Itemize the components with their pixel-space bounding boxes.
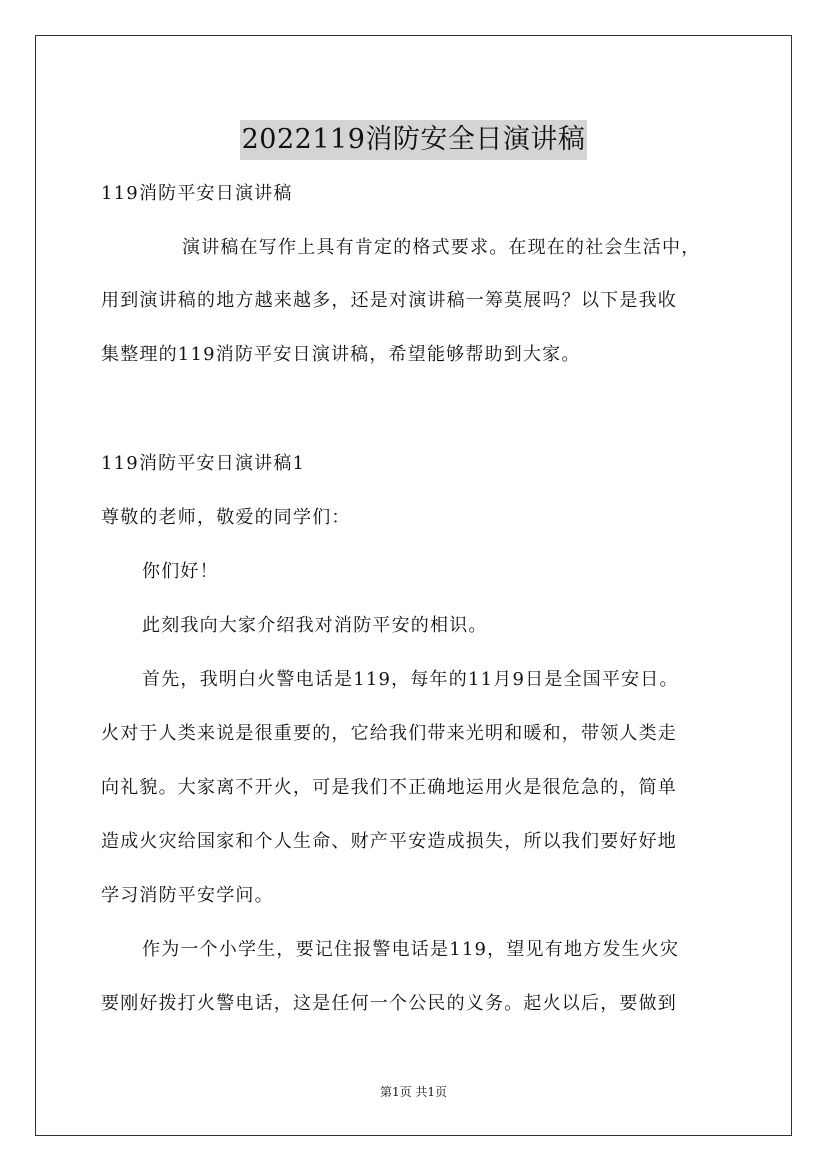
paragraph-line: 用到演讲稿的地方越来越多，还是对演讲稿一筹莫展吗？以下是我收 [101,290,677,311]
section-heading: 119消防平安日演讲稿1 [101,453,306,474]
paragraph-line: 119消防平安日演讲稿 [101,183,293,204]
paragraph-line: 学习消防平安学问。 [101,885,274,906]
paragraph-line: 要刚好拨打火警电话，这是任何一个公民的义务。起火以后，要做到 [101,993,677,1014]
paragraph-line: 集整理的119消防平安日演讲稿，希望能够帮助到大家。 [101,344,581,365]
paragraph-line: 你们好！ [142,561,219,582]
paragraph-line: 演讲稿在写作上具有肯定的格式要求。在现在的社会生活中， [182,237,701,258]
paragraph-line: 尊敬的老师，敬爱的同学们： [101,507,351,528]
paragraph-line: 首先，我明白火警电话是119，每年的11月9日是全国平安日。 [142,669,679,690]
paragraph-line: 此刻我向大家介绍我对消防平安的相识。 [142,615,488,636]
paragraph-line: 作为一个小学生，要记住报警电话是119，望见有地方发生火灾 [142,939,680,960]
title-container [0,102,827,178]
page-footer: 第1页 共1页 [379,1085,448,1099]
paragraph-line: 造成火灾给国家和个人生命、财产平安造成损失，所以我们要好好地 [101,831,677,852]
paragraph-line: 火对于人类来说是很重要的，它给我们带来光明和暖和，带领人类走 [101,723,677,744]
document-title: 2022119消防安全日演讲稿 [240,120,588,160]
paragraph-line: 向礼貌。大家离不开火，可是我们不正确地运用火是很危急的，简单 [101,777,677,798]
